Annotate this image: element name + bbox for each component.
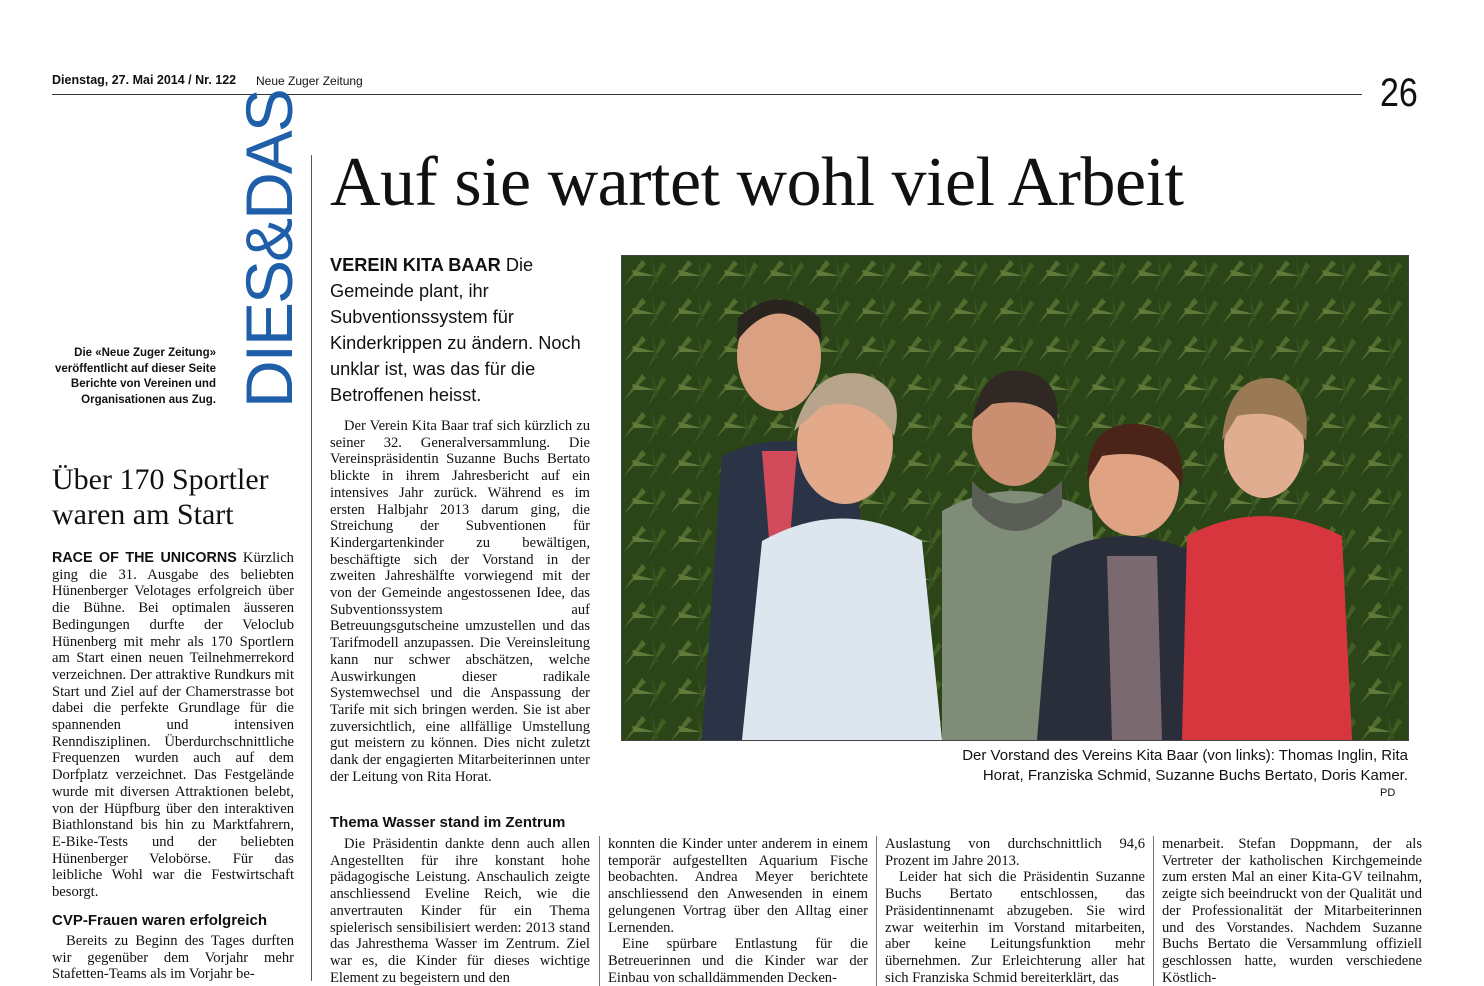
main-article-body-col1-continued: Die Präsidentin dankte denn auch allen Angestellten für ihre konstant hohe pädagogische Leistung. Anschaulich zeigte anschliessend Eveline Reich, wie die anvertrauten Kinder für ein Thema spielerisch sensibilisiert werden: 2013 stand das Jahresthema Wasser im Zentrum. Ziel war es, die Kinder für dieses wichtige Element zu begeistern und den [330,836,590,986]
photo-caption: Der Vorstand des Vereins Kita Baar (von links): Thomas Inglin, Rita Horat, Franziska Schmid, Suzanne Buchs Bertato, Doris Kamer. [962,747,1408,784]
left-article-kicker: RACE OF THE UNICORNS [52,550,237,566]
masthead-paper-name: Neue Zuger Zeitung [256,74,363,88]
column-divider [311,155,312,981]
masthead-date: Dienstag, 27. Mai 2014 / Nr. 122 [52,73,237,87]
main-article-col2-part2: Eine spürbare Entlastung für die Betreuerinnen und die Kinder war der Einbau von schalldämmenden Decken- [608,936,868,986]
photo-credit: PD [1380,787,1396,799]
left-article-body-continued: Bereits zu Beginn des Tages durften wir gegenüber dem Vorjahr mehr Stafetten-Teams als im Vorjahr be- [52,933,294,983]
main-article-subheading: Thema Wasser stand im Zentrum [330,814,566,831]
main-article-body-col2 [608,836,868,986]
main-article-lead [330,252,590,408]
left-article-body [52,550,294,901]
rubric-banner [232,90,306,408]
column-divider [599,836,600,986]
left-article-text: Kürzlich ging die 31. Ausgabe des beliebten Hünenberger Velotages erfolgreich über die Bühne. Bei optimalen äusseren Bedingungen durfte der Veloclub Hünenberg mit mehr als 170 Sportlern am Start einen neuen Teilnehmerrekord verzeichnen. Der attraktive Rundkurs mit Start und Ziel auf der Chamerstrasse bot dabei die perfekte Grundlage für die spannenden und intensiven Renndisziplinen. Überdurchschnittliche Frequenzen wurden auch auf dem Dorfplatz verzeichnet. Das Festgelände wurde mit diversen Attraktionen belebt, von der Hüpfburg über den interaktiven Biathlonstand bis hin zu Marktfahrern, E-Bike-Tests und der beliebten Hünenberger Velobörse. Für das leibliche Wohl war die Festwirtschaft besorgt. [52,550,294,901]
column-divider [876,836,877,986]
main-article-col2-part1: konnten die Kinder unter anderem in einem temporär aufgestellten Aquarium Fische beobachten. Andrea Meyer berichtete anschliessend den Anwesenden in einem gelungenen Vortrag über den Alltag einer Lernenden. [608,836,868,936]
main-article-body-col1: Der Verein Kita Baar traf sich kürzlich zu seiner 32. Generalversammlung. Die Vereinspräsidentin Suzanne Buchs Bertato blickte in ihrem Jahresbericht auf ein intensives Jahr zurück. Während es im ersten Halbjahr 2013 darum ging, die Streichung der Subventionen für Kindergartenkinder zu bewältigen, beschäftigte sich der Vorstand in der zweiten Jahreshälfte vorwiegend mit der von der Gemeinde angestossenen Idee, das Subventionssystem auf Betreuungsgutscheine umzustellen und das Tarifmodell anzupassen. Die Vereinsleitung kann nur schwer abschätzen, welche Auswirkungen dieser radikale Systemwechsel und die Anspassung der Tarife mit sich bringen werden. Sie ist aber zuversichtlich, eine allfällige Umstellung gut meistern zu können. Dies nicht zuletzt dank der engagierten Mitarbeiterinnen unter der Leitung von Rita Horat. [330,418,590,785]
left-article-subheading: CVP-Frauen waren erfolgreich [52,912,268,929]
main-article-col3-part1: Auslastung von durchschnittlich 94,6 Prozent im Jahre 2013. [885,836,1145,869]
main-article-kicker: VEREIN KITA BAAR [330,255,501,275]
main-article-body-col3 [885,836,1145,986]
group-photo [621,255,1409,741]
column-divider [1153,836,1154,986]
left-article-headline: Über 170 Sportler waren am Start [52,463,269,531]
page-number: 26 [1380,71,1418,115]
main-article-headline: Auf sie wartet wohl viel Arbeit [330,144,1184,221]
group-photo-illustration [622,256,1408,740]
main-article-lead-text: Die Gemeinde plant, ihr Subventionssystem für Kinderkrippen zu ändern. Noch unklar ist, was das für die Betroffenen heisst. [330,255,581,405]
rubric-note: Die «Neue Zuger Zeitung» veröffentlicht auf dieser Seite Berichte von Vereinen und Organisationen aus Zug. [54,347,216,406]
rubric-label: DIES&DAS [232,90,306,408]
main-article-body-col4: menarbeit. Stefan Doppmann, der als Vertreter der katholischen Kirchgemeinde zum ersten Mal an einer Kita-GV teilnahm, zeigte sich beeindruckt von der Qualität und der Professionalität der Mitarbeiterinnen und des Vorstandes. Nachdem Suzanne Buchs Bertato die Versammlung offiziell geschlossen hatte, wurden verschiedene Köstlich- [1162,836,1422,986]
main-article-col3-part2: Leider hat sich die Präsidentin Suzanne Buchs Bertato entschlossen, das Präsidentinnenamt abzugeben. Sie wird zwar weiterhin im Vorstand mitarbeiten, aber keine Leitungsfunktion mehr übernehmen. Zur Erleichterung aller hat sich Franziska Schmid bereiterklärt, das [885,869,1145,986]
